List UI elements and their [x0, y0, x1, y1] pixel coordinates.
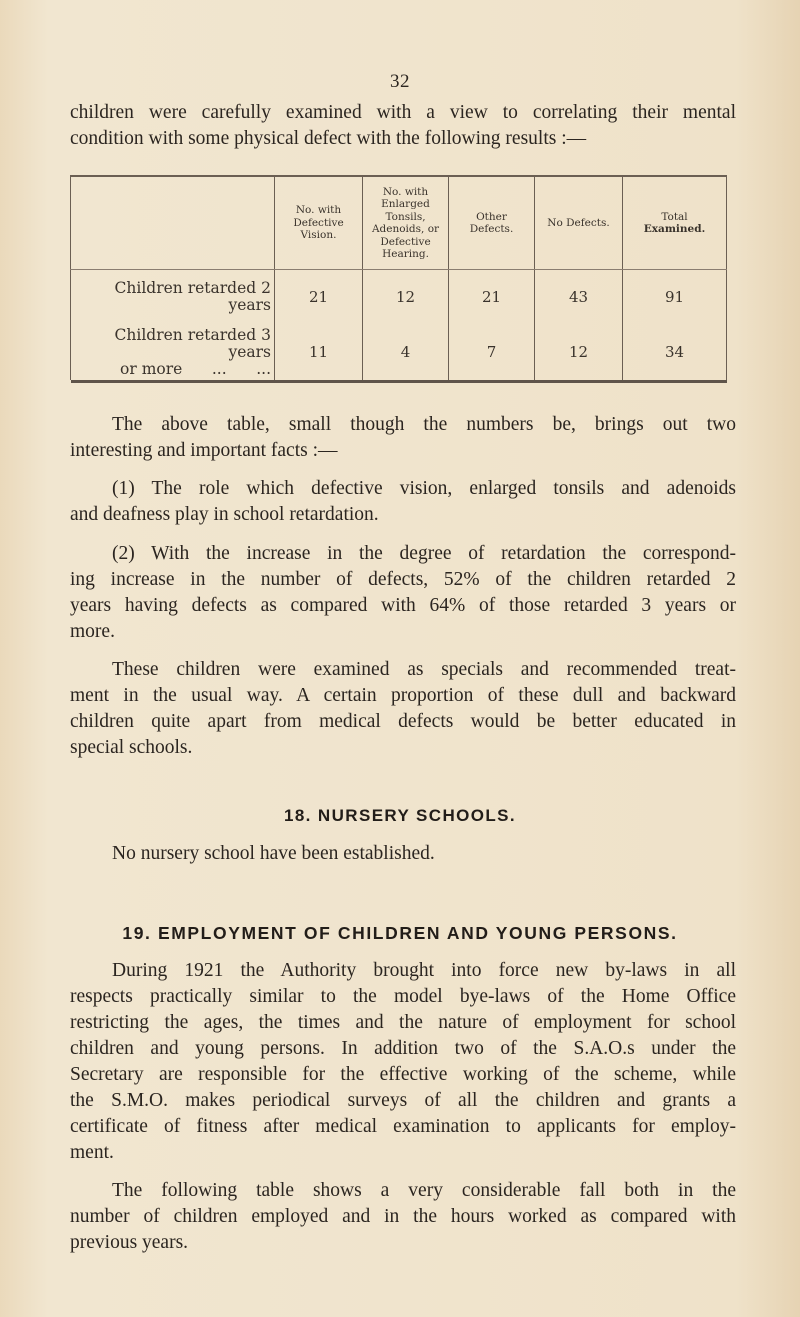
text-line: interesting and important facts :—: [70, 440, 338, 461]
defects-table: [70, 175, 726, 383]
header-line: Other: [476, 210, 507, 223]
text-line: respects practically similar to the model bye-laws of the Home Office: [70, 986, 736, 1007]
header-line: Hearing.: [382, 248, 429, 260]
row-label: [71, 324, 275, 380]
header-line: Tonsils,: [385, 210, 426, 223]
header-line: Vision.: [300, 229, 337, 242]
cell-defective-vision: 11: [275, 324, 363, 380]
text-line: and deafness play in school retardation.: [70, 504, 379, 525]
text-line: ment.: [70, 1142, 114, 1163]
text-line: special schools.: [70, 737, 193, 758]
text-line: During 1921 the Authority brought into force new by-laws in all: [112, 960, 736, 981]
header-line: No. with: [295, 204, 342, 217]
cell-tonsils-adenoids-hearing: 12: [363, 270, 449, 325]
header-defective-vision: [275, 176, 363, 269]
label-line: or more ... ...: [120, 359, 271, 378]
header-line: No Defects.: [547, 216, 610, 229]
table-bottom-rule: [71, 380, 727, 382]
cell-total-examined: 34: [623, 324, 727, 380]
text-line: number of children employed and in the hours worked as compared with: [70, 1206, 736, 1227]
fact-2-paragraph: [70, 541, 736, 645]
text-line: Secretary are responsible for the effective working of the scheme, while: [70, 1064, 736, 1085]
cell-tonsils-adenoids-hearing: 4: [363, 324, 449, 380]
text-line: ment in the usual way. A certain proportion of these dull and backward: [70, 685, 736, 706]
table-row: [71, 270, 727, 325]
text-line: years having defects as compared with 64% of those retarded 3 years or: [70, 595, 736, 616]
cell-other-defects: 7: [449, 324, 535, 380]
text-line: condition with some physical defect with the following results :—: [70, 128, 587, 149]
text-line: children quite apart from medical defects would be better educated in: [70, 711, 736, 732]
header-line: Defects.: [469, 223, 514, 235]
header-empty: [71, 176, 275, 269]
text-line: children and young persons. In addition two of the S.A.O.s under the: [70, 1038, 736, 1059]
text-line: the S.M.O. makes periodical surveys of all the children and grants a: [70, 1090, 736, 1111]
intro-paragraph: [70, 100, 736, 152]
text-line: The following table shows a very considerable fall both in the: [112, 1180, 736, 1201]
text-line: No nursery school have been established.: [112, 843, 435, 864]
header-line: Adenoids, or: [371, 223, 440, 235]
text-line: children were carefully examined with a view to correlating their mental: [70, 102, 736, 123]
table-header-row: [71, 176, 727, 269]
page-number: 32: [390, 71, 410, 92]
header-line: Enlarged: [381, 198, 430, 210]
text-line: more.: [70, 621, 115, 642]
text-line: restricting the ages, the times and the nature of employment for school: [70, 1012, 736, 1033]
text-line: (1) The role which defective vision, enlarged tonsils and adenoids: [112, 478, 736, 499]
text-line: ing increase in the number of defects, 52% of the children retarded 2: [70, 569, 736, 590]
cell-other-defects: 21: [449, 270, 535, 325]
text-line: These children were examined as specials and recommended treat-: [112, 659, 736, 680]
summary-paragraph: [70, 412, 736, 464]
header-line: Defective: [380, 235, 431, 248]
header-other-defects: [449, 176, 535, 269]
text-line: (2) With the increase in the degree of retardation the correspond-: [112, 543, 736, 564]
cell-total-examined: 91: [623, 270, 727, 325]
header-line: Defective: [293, 216, 344, 229]
header-no-defects: [535, 176, 623, 269]
cell-no-defects: 12: [535, 324, 623, 380]
header-total-examined: [623, 176, 727, 269]
section-19-paragraph-2: [70, 1178, 736, 1256]
section-18-heading: 18. NURSERY SCHOOLS.: [283, 806, 517, 825]
section-19-heading: 19. EMPLOYMENT OF CHILDREN AND YOUNG PERSONS.: [122, 923, 678, 943]
text-line: previous years.: [70, 1232, 189, 1253]
header-line: Examined.: [643, 223, 706, 235]
header-tonsils-adenoids-hearing: [363, 176, 449, 269]
row-label: [71, 270, 275, 325]
text-line: certificate of fitness after medical examination to applicants for employ-: [70, 1116, 736, 1137]
specials-paragraph: [70, 657, 736, 761]
section-19-paragraph-1: [70, 958, 736, 1166]
section-18-body: [70, 841, 736, 867]
text-line: The above table, small though the numbers be, brings out two: [112, 414, 736, 435]
header-line: Total: [661, 210, 688, 223]
table-row: [71, 324, 727, 380]
fact-1-paragraph: [70, 476, 736, 528]
cell-defective-vision: 21: [275, 270, 363, 325]
cell-no-defects: 43: [535, 270, 623, 325]
header-line: No. with: [382, 185, 429, 198]
label-line: Children retarded 2 years: [114, 279, 271, 314]
label-line: Children retarded 3 years: [114, 325, 271, 361]
